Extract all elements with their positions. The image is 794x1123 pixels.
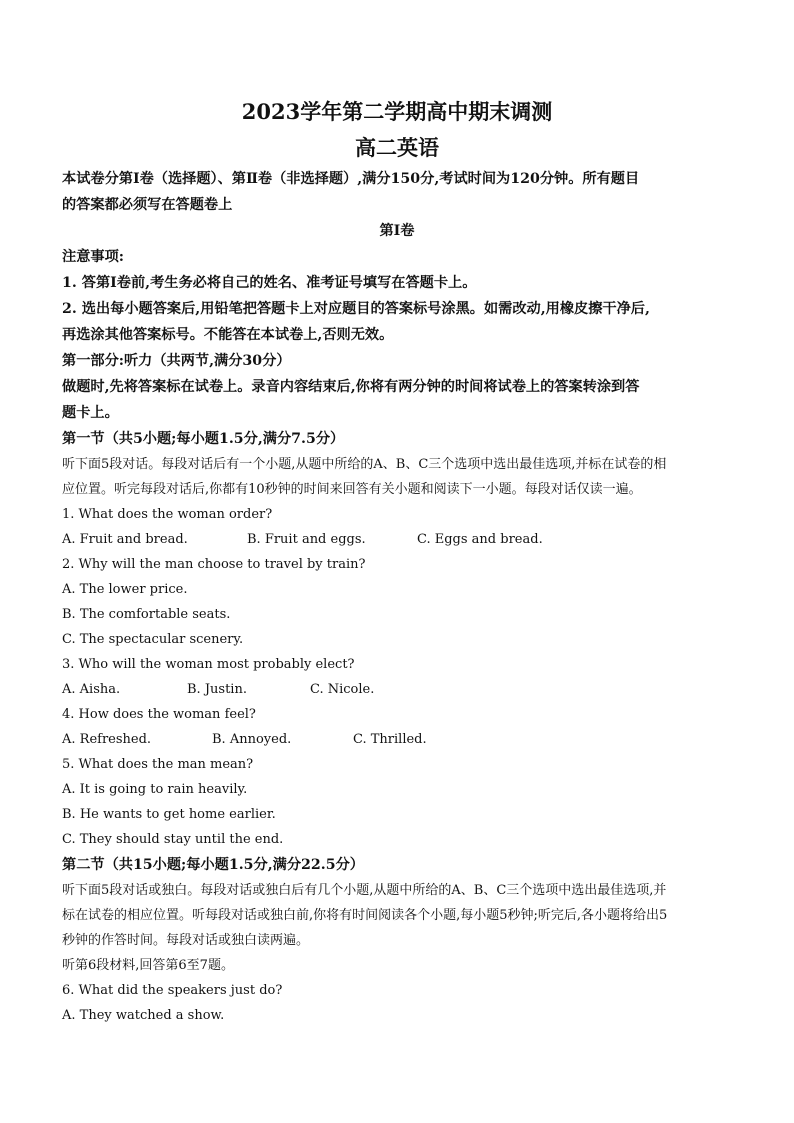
option-b: B. Fruit and eggs. <box>247 532 366 547</box>
option-a: A. It is going to rain heavily. <box>62 782 248 797</box>
volume-heading: 第Ⅰ卷 <box>379 223 415 239</box>
section2-desc-line-3: 秒钟的作答时间。每段对话或独白读两遍。 <box>62 933 310 948</box>
option-b: B. Justin. <box>187 682 247 697</box>
notes-heading: 注意事项: <box>62 249 124 265</box>
option-c: C. The spectacular scenery. <box>62 632 244 647</box>
option-c: C. Nicole. <box>310 682 375 697</box>
question-4-stem: 4. How does the woman feel? <box>62 707 256 722</box>
question-5-stem: 5. What does the man mean? <box>62 757 254 772</box>
option-a: A. Aisha. <box>62 682 121 697</box>
option-c: C. They should stay until the end. <box>62 832 284 847</box>
question-3-options <box>62 677 732 702</box>
option-a: A. Fruit and bread. <box>62 532 188 547</box>
part1-heading: 第一部分:听力（共两节,满分30分） <box>62 353 291 369</box>
question-1-options <box>62 527 732 552</box>
question-3-stem: 3. Who will the woman most probably elect? <box>62 657 355 672</box>
part1-desc-line-2: 题卡上。 <box>62 405 119 421</box>
question-1-stem: 1. What does the woman order? <box>62 507 273 522</box>
page-title: 2023学年第二学期高中期末调测 <box>241 99 553 124</box>
option-c: C. Thrilled. <box>353 732 427 747</box>
section1-desc-line-2: 应位置。听完每段对话后,你都有10秒钟的时间来回答有关小题和阅读下一小题。每段对话仅读一遍。 <box>62 482 642 497</box>
intro-line-1: 本试卷分第Ⅰ卷（选择题）、第Ⅱ卷（非选择题）,满分150分,考试时间为120分钟。所有题目 <box>62 171 640 187</box>
question-4-options <box>62 727 732 752</box>
question-2-stem: 2. Why will the man choose to travel by train? <box>62 557 366 572</box>
page-subtitle: 高二英语 <box>355 135 439 160</box>
notes-item-1: 1. 答第Ⅰ卷前,考生务必将自己的姓名、准考证号填写在答题卡上。 <box>62 275 477 291</box>
section1-heading: 第一节（共5小题;每小题1.5分,满分7.5分） <box>62 431 345 447</box>
section2-desc-line-1: 听下面5段对话或独白。每段对话或独白后有几个小题,从题中所给的A、B、C三个选项中选出最佳选项,并 <box>62 883 667 898</box>
section1-desc-line-1: 听下面5段对话。每段对话后有一个小题,从题中所给的A、B、C三个选项中选出最佳选项,并标在试卷的相 <box>62 457 667 472</box>
option-b: B. Annoyed. <box>212 732 292 747</box>
notes-item-2-line-2: 再选涂其他答案标号。不能答在本试卷上,否则无效。 <box>62 327 394 343</box>
option-c: C. Eggs and bread. <box>417 532 543 547</box>
section2-desc-line-2: 标在试卷的相应位置。听每段对话或独白前,你将有时间阅读各个小题,每小题5秒钟;听完后,各小题将给出5 <box>62 908 668 923</box>
option-b: B. The comfortable seats. <box>62 607 231 622</box>
option-b: B. He wants to get home earlier. <box>62 807 276 822</box>
notes-item-2-line-1: 2. 选出每小题答案后,用铅笔把答题卡上对应题目的答案标号涂黑。如需改动,用橡皮擦干净后, <box>62 301 650 317</box>
exam-page <box>62 96 732 1028</box>
material-instruction: 听第6段材料,回答第6至7题。 <box>62 958 234 973</box>
option-a: A. They watched a show. <box>62 1008 225 1023</box>
intro-line-2: 的答案都必须写在答题卷上 <box>62 197 233 213</box>
option-a: A. Refreshed. <box>62 732 152 747</box>
option-a: A. The lower price. <box>62 582 188 597</box>
section2-heading: 第二节（共15小题;每小题1.5分,满分22.5分） <box>62 857 364 873</box>
part1-desc-line-1: 做题时,先将答案标在试卷上。录音内容结束后,你将有两分钟的时间将试卷上的答案转涂到答 <box>62 379 640 395</box>
question-6-stem: 6. What did the speakers just do? <box>62 983 283 998</box>
